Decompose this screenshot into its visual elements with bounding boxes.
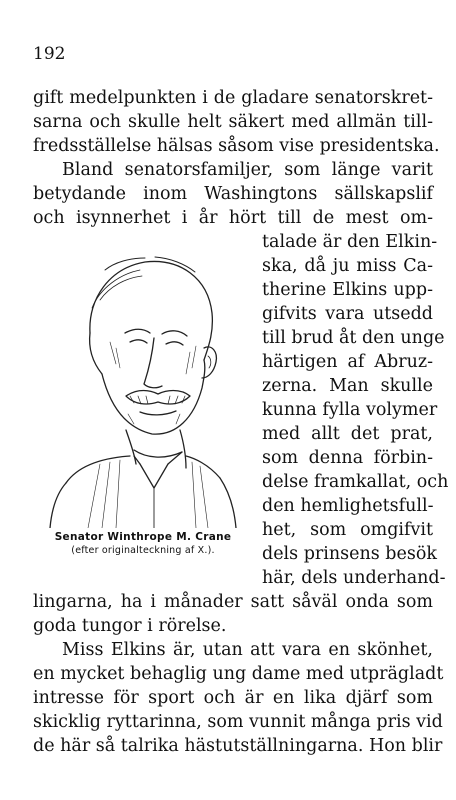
text-line: talade är den Elkin- — [262, 232, 438, 252]
text-line: kunna fylla volymer — [262, 400, 438, 420]
text-line: Miss Elkins är, utan att vara en skönhet, — [62, 640, 433, 660]
figure-caption-title: Senator Winthrope M. Crane — [54, 531, 232, 543]
text-line: betydande inom Washingtons sällskapslif — [33, 184, 433, 204]
text-line: fredsställelse hälsas såsom vise presidentska. — [33, 136, 440, 156]
text-line: gift medelpunkten i de gladare senatorskret- — [33, 88, 433, 108]
text-line: här, dels underhand- — [262, 568, 446, 588]
text-line: en mycket behaglig ung dame med utprägladt — [33, 664, 444, 684]
text-line: den hemlighetsfull- — [262, 496, 434, 516]
text-line: sarna och skulle helt säkert med allmän till- — [33, 112, 433, 132]
figure-caption-credit: (efter originalteckning af X.). — [71, 545, 215, 556]
text-line: som denna förbin- — [262, 448, 433, 468]
text-line: gifvits vara utsedd — [262, 304, 433, 324]
portrait-illustration — [30, 238, 256, 528]
text-line: intresse för sport och är en lika djärf som — [33, 688, 433, 708]
text-line: de här så talrika hästutställningarna. Hon blir — [33, 736, 443, 756]
text-line: lingarna, ha i månader satt såväl onda som — [33, 592, 433, 612]
text-line: zerna. Man skulle — [262, 376, 433, 396]
text-line: delse framkallat, och — [262, 472, 449, 492]
text-line: therine Elkins upp- — [262, 280, 433, 300]
page-number: 192 — [33, 44, 66, 64]
text-line: med allt det prat, — [262, 424, 433, 444]
text-line: dels prinsens besök — [262, 544, 437, 564]
text-line: Bland senatorsfamiljer, som länge varit — [62, 160, 433, 180]
text-line: ska, då ju miss Ca- — [262, 256, 433, 276]
text-line: skicklig ryttarinna, som vunnit många pris vid — [33, 712, 443, 732]
text-line: och isynnerhet i år hört till de mest om- — [33, 208, 433, 228]
text-line: goda tungor i rörelse. — [33, 616, 227, 636]
text-line: het, som omgifvit — [262, 520, 433, 540]
text-line: till brud åt den unge — [262, 328, 445, 348]
text-line: härtigen af Abruz- — [262, 352, 433, 372]
